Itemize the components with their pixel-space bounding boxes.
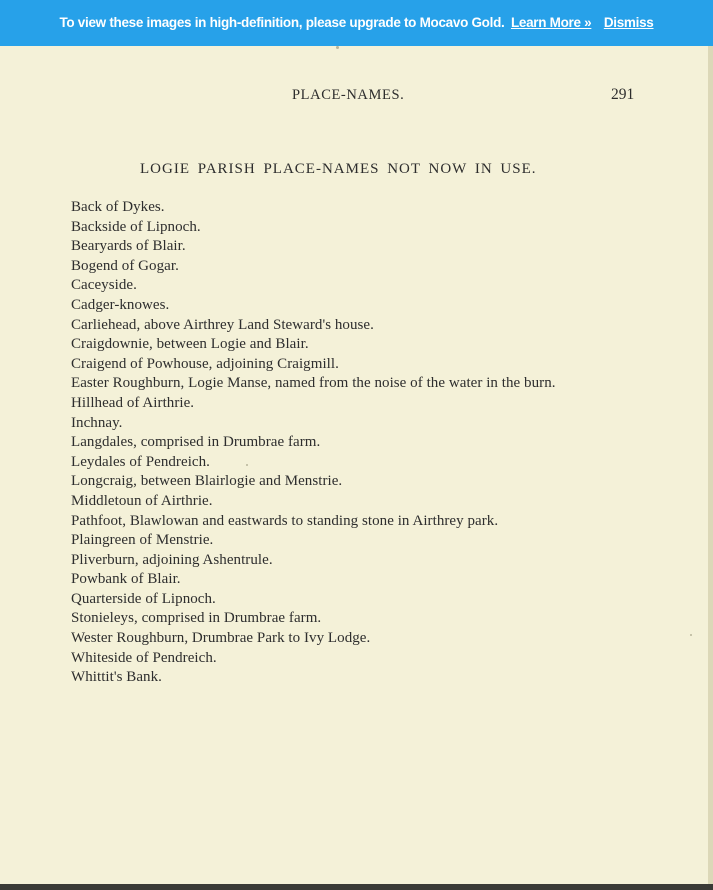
place-name-entry: Quarterside of Lipnoch. [71,590,216,607]
place-name-entry: Hillhead of Airthrie. [71,394,195,411]
place-name-entry: Craigend of Powhouse, adjoining Craigmill. [71,355,339,372]
place-name-entry: Bearyards of Blair. [71,238,186,255]
place-name-entry: Carliehead, above Airthrey Land Steward's house. [71,316,374,333]
viewer-bottom-bar [0,884,713,890]
paper-speck [336,46,339,49]
place-name-entry: Caceyside. [71,277,137,294]
section-title: LOGIE PARISH PLACE-NAMES NOT NOW IN USE. [140,161,537,177]
running-head: PLACE-NAMES. [292,87,405,103]
place-name-entry: Wester Roughburn, Drumbrae Park to Ivy Lodge. [71,630,371,647]
place-name-list [71,198,671,688]
page-number: 291 [611,86,635,103]
place-name-entry: Bogend of Gogar. [71,257,179,274]
place-name-entry: Easter Roughburn, Logie Manse, named from the noise of the water in the burn. [71,375,556,392]
place-name-entry: Stonieleys, comprised in Drumbrae farm. [71,610,322,627]
place-name-entry: Langdales, comprised in Drumbrae farm. [71,434,321,451]
upgrade-banner [0,0,713,46]
place-name-entry: Craigdownie, between Logie and Blair. [71,336,309,353]
place-name-entry: Inchnay. [71,414,123,431]
place-name-entry: Pliverburn, adjoining Ashentrule. [71,551,273,568]
place-name-entry: Leydales of Pendreich. [71,453,210,470]
paper-speck [690,634,692,636]
place-name-entry: Back of Dykes. [71,199,165,215]
dismiss-link[interactable]: Dismiss [603,15,654,30]
paper-speck [246,464,248,466]
page-edge [708,46,713,884]
place-name-entry: Longcraig, between Blairlogie and Menstrie. [71,473,343,490]
place-name-entry: Pathfoot, Blawlowan and eastwards to standing stone in Airthrey park. [71,512,499,529]
place-name-entry: Plaingreen of Menstrie. [71,532,214,549]
place-name-entry: Cadger-knowes. [71,296,170,313]
place-name-entry: Whittit's Bank. [71,669,162,686]
place-name-entry: Whiteside of Pendreich. [71,649,217,666]
place-name-entry: Backside of Lipnoch. [71,218,201,235]
place-name-entry: Powbank of Blair. [71,571,181,588]
place-name-entry: Middletoun of Airthrie. [71,492,213,509]
learn-more-link[interactable]: Learn More » [510,15,592,30]
banner-message: To view these images in high-definition, please upgrade to Mocavo Gold. [59,15,505,30]
